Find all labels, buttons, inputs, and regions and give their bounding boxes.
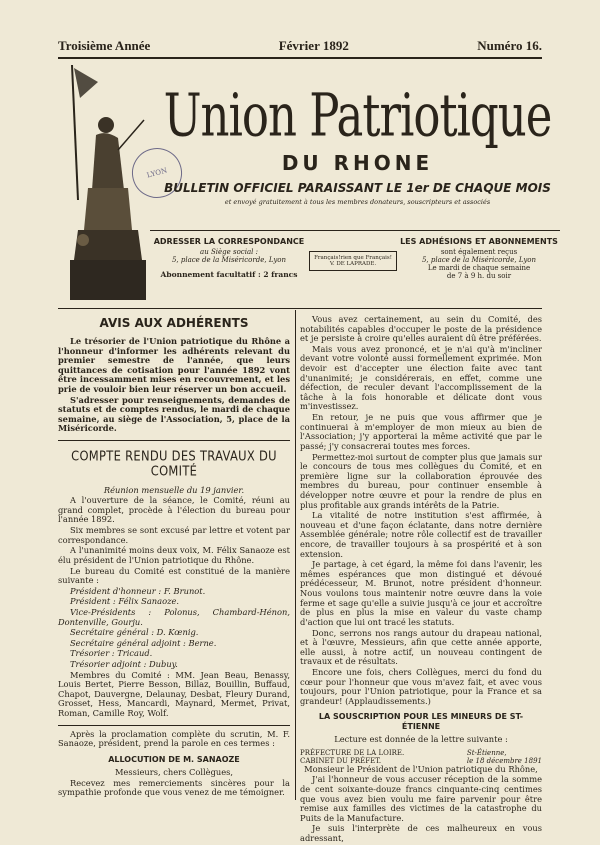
board-member: Secrétaire général : D. Kœnig.	[70, 627, 199, 638]
letter-header	[300, 749, 542, 765]
letter-date	[467, 749, 542, 765]
subscription-fee: Abonnement facultatif : 2 francs	[160, 270, 298, 279]
board-member: Président d'honneur : F. Brunot.	[70, 585, 206, 596]
speech-paragraph: Encore une fois, chers Collègues, merci du fond du cœur pour l'honneur que vous m'avez fait, et avec vous toujours, pour l'Union patriotique, pour la France et sa grandeur! (Applaudissements.)	[300, 666, 542, 706]
letter-addressee: Monsieur le Président de l'Union patriotique du Rhône,	[304, 763, 538, 774]
newspaper-title: Union Patriotique	[163, 80, 552, 150]
letter-city: St-Étienne,	[466, 748, 507, 757]
board-list	[58, 587, 290, 719]
speech-title: ALLOCUTION DE M. SANAOZE	[108, 754, 240, 764]
speech-paragraph: La vitalité de notre institution s'est affirmée, à nouveau et d'une façon éclatante, dans notre dernière Assemblée générale; notre rôle collectif est de travailler encore, de travailler toujours à sa prospérité et à son extension.	[300, 510, 542, 559]
issue-date: Février 1892	[278, 38, 349, 53]
membership-line2: 5, place de la Miséricorde, Lyon	[421, 256, 537, 264]
notice-title: AVIS AUX ADHÉRENTS	[99, 316, 249, 330]
left-column	[58, 315, 290, 799]
report-paragraph: A l'unanimité moins deux voix, M. Félix Sanaoze est élu président de l'Union patriotique du Rhône.	[58, 545, 290, 565]
membership-line1: sont également reçus	[440, 248, 518, 256]
membership-line4: de 7 à 9 h. du soir	[446, 272, 512, 280]
speech-paragraph: Recevez mes remerciements sincères pour la sympathie profonde que vous venez de me témoigner.	[58, 777, 290, 798]
speech-salutation: Messieurs, chers Collègues,	[114, 767, 234, 778]
speech-paragraph: Donc, serrons nos rangs autour du drapeau national, et à l'œuvre, Messieurs, afin que cette année apporte, elle aussi, à notre actif, un nouveau contingent de travaux et de résultats.	[300, 627, 542, 667]
section-rule	[58, 725, 290, 726]
notice-section	[58, 317, 290, 434]
correspondence-line2: 5, place de la Miséricorde, Lyon	[171, 256, 287, 264]
membership-title: LES ADHÉSIONS ET ABONNEMENTS	[400, 237, 558, 246]
info-boxes	[150, 230, 560, 291]
prefecture: PRÉFECTURE DE LA LOIRE.	[300, 748, 405, 757]
motto-text: Français!rien que Français!	[314, 255, 392, 261]
correspondence-line1: au Siège social :	[200, 248, 258, 256]
motto-card	[309, 251, 397, 271]
letter-paragraph: Je suis l'interprète de ces malheureux en vous adressant,	[300, 823, 542, 843]
membership-line3: Le mardi de chaque semaine	[427, 264, 531, 272]
newspaper-subtitle: DU RHONE	[281, 151, 434, 175]
library-stamp: LYON	[126, 142, 187, 203]
meeting-date: Réunion mensuelle du 19 janvier.	[103, 484, 245, 495]
speech-paragraph: En retour, je ne puis que vous affirmer que je continuerai à m'employer de mon mieux au bien de l'Association; j'y apporterai la même activité que par le passé; j'y consacrerai toutes mes forces.	[300, 412, 542, 451]
report-paragraph: Après la proclamation complète du scrutin, M. F. Sanaoze, président, prend la parole en ces termes :	[58, 728, 290, 749]
speech-paragraph: Mais vous avez prononcé, et je n'ai qu'à m'incliner devant votre volonté aussi formellement exprimée. Mon devoir est d'accepter une élection faite avec tant d'unanimité; je considérerais, en effet, comme une défection, de reculer devant l'accomplissement de la tâche à la fois honorable et délicate dont vous m'investissez.	[300, 343, 542, 412]
right-column	[300, 315, 542, 845]
motto-box	[308, 231, 398, 291]
membership-box	[398, 231, 560, 291]
issue-year: Troisième Année	[58, 38, 151, 53]
report-paragraph: Six membres se sont excusé par lettre et votent par correspondance.	[58, 525, 290, 545]
speech-paragraph: Permettez-moi surtout de compter plus que jamais sur le concours de tous mes collègues du Comité, et en première ligne sur la collaboration éprouvée des membres du bureau, pour continuer ensemble à développer notre œuvre et pour la rendre de plus en plus profitable aux grands intérêts de la Patrie.	[300, 451, 542, 510]
section-rule	[58, 440, 290, 441]
board-member: Président : Félix Sanaoze.	[70, 596, 180, 607]
letter-intro: Lecture est donnée de la lettre suivante :	[334, 733, 508, 744]
report-paragraph: A l'ouverture de la séance, le Comité, réuni au grand complet, procède à l'élection du bureau pour l'année 1892.	[58, 495, 290, 525]
board-member: Vice-Présidents : Polonus, Chambard-Hénon, Dontenville, Gourju.	[58, 606, 290, 627]
motto-author: V. DE LAPRADE.	[329, 261, 377, 267]
cabinet: CABINET DU PRÉFET.	[300, 756, 382, 765]
report-title: COMPTE RENDU DES TRAVAUX DU COMITÉ	[71, 447, 277, 480]
letter-origin	[300, 749, 404, 765]
notice-paragraph: Le trésorier de l'Union patriotique du Rhône a l'honneur d'informer les adhérents relevant du premier semestre de l'année, que leurs quittances de cotisation pour l'année 1892 vont être incessamment mises en recouvrement, et les prie de vouloir bien leur réserver un bon accueil.	[58, 335, 290, 394]
correspondence-box	[150, 231, 308, 291]
distribution-note: et envoyé gratuitement à tous les membres donateurs, souscripteurs et associés	[224, 198, 491, 206]
subscription-title: LA SOUSCRIPTION POUR LES MINEURS DE ST-ÉTIENNE	[318, 712, 524, 731]
correspondence-title: ADRESSER LA CORRESPONDANCE	[153, 237, 305, 246]
letter-day: le 18 décembre 1891	[466, 756, 542, 765]
board-member: Trésorier : Tricaud.	[70, 648, 153, 659]
board-member: Trésorier adjoint : Dubuy.	[70, 659, 178, 670]
top-rule	[58, 57, 542, 59]
board-member: Secrétaire général adjoint : Berne.	[70, 637, 217, 648]
bulletin-line: BULLETIN OFFICIEL PARAISSANT LE 1er DE CHAQUE MOIS	[164, 181, 551, 195]
report-paragraph: Le bureau du Comité est constitué de la manière suivante :	[58, 565, 290, 586]
masthead	[160, 80, 555, 206]
speech-paragraph: Je partage, à cet égard, la même foi dans l'avenir, les mêmes espérances que mon distingué et dévoué prédécesseur, M. Brunot, notre président d'honneur. Nous voulons tous maintenir notre œuvre dans la voie ferme et sage qu'elle a suivie jusqu'à ce jour et accroître de plus en plus la mise en valeur du vaste champ d'action que lui ont tracé les statuts.	[300, 559, 542, 627]
speech-paragraph: Vous avez certainement, au sein du Comité, des notabilités capables d'occuper le poste de la présidence et je persiste à croire qu'elles auraient dû être préférées.	[300, 314, 542, 344]
issue-line	[58, 38, 542, 54]
letter-paragraph: J'ai l'honneur de vous accuser réception de la somme de cent soixante-douze francs cinquante-cinq centimes que vous avez bien voulu me faire parvenir pour être remise aux familles des victimes de la catastrophe du Puits de la Manufacture.	[300, 774, 542, 823]
board-member: Membres du Comité : MM. Jean Beau, Benassy, Louis Bertet, Pierre Besson, Billaz, Bouillin, Buffaud, Chapot, Dauvergne, Delaunay, Desbat, Fleury Durand, Grosset, Hess, Mancardi, Maynard, Mermet, Privat, Roman, Camille Roy, Wolf.	[58, 669, 290, 719]
body-rule	[58, 308, 542, 309]
notice-paragraph: S'adresser pour renseignements, demandes de statuts et de comptes rendus, le mardi de chaque semaine, au siège de l'Association, 5, place de la Miséricorde.	[58, 394, 290, 434]
column-divider	[295, 310, 296, 800]
issue-number: Numéro 16.	[477, 38, 542, 53]
